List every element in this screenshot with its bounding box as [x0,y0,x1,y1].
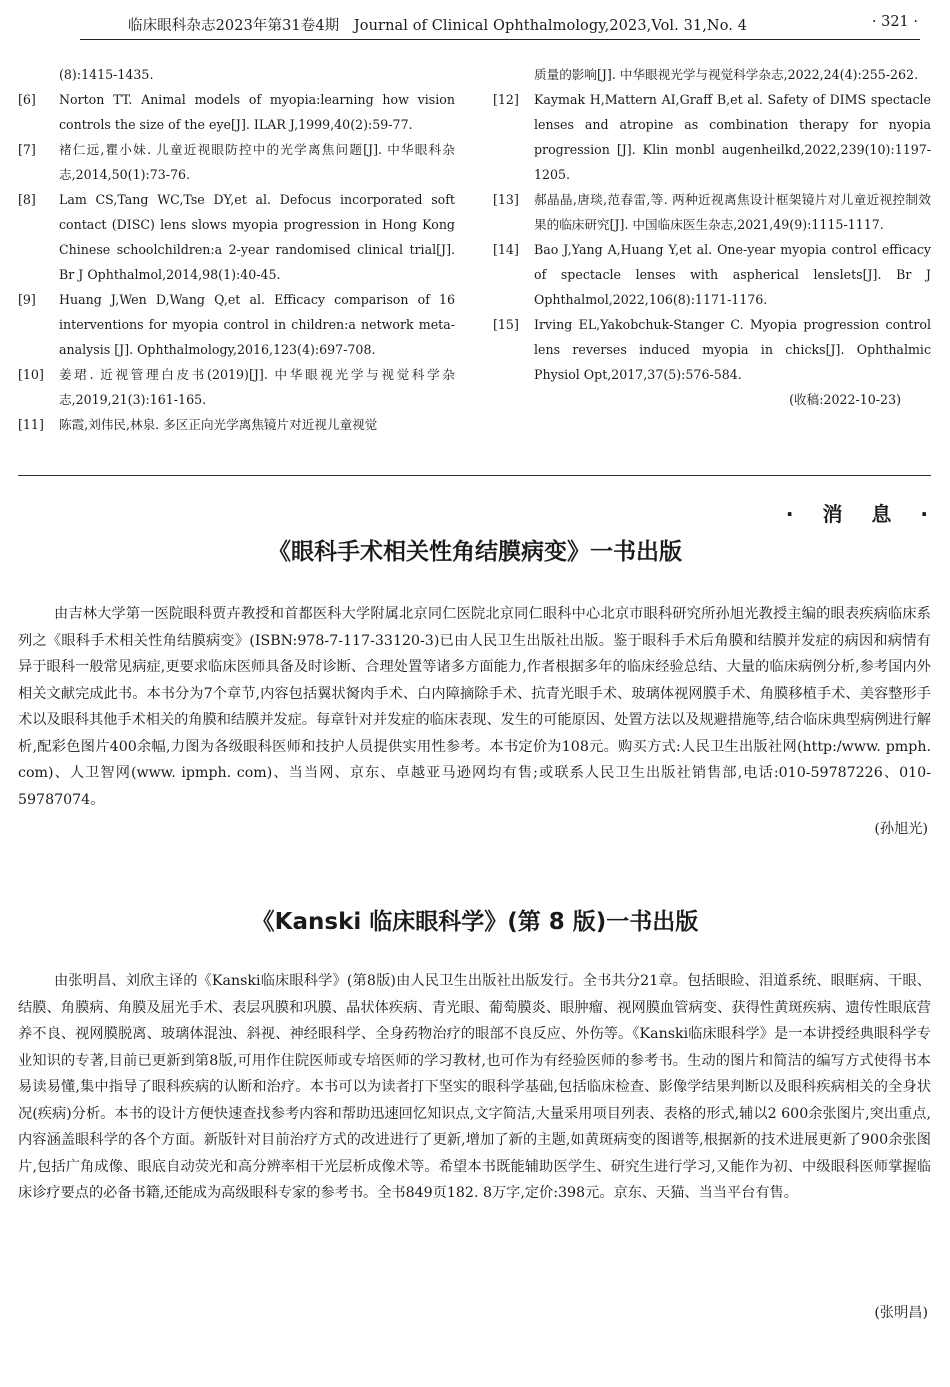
reference-item [18,87,455,137]
reference-text: 姜珺. 近视管理白皮书(2019)[J]. 中华眼视光学与视觉科学杂志,2019,21(3):161-165. [59,367,455,407]
reference-item [18,287,455,362]
reference-list-right [493,62,931,412]
reference-text: Huang J,Wen D,Wang Q,et al. Efficacy comparison of 16 interventions for myopia control in children:a network meta-analysis [J]. Ophthalmology,2016,123(4):697-708. [59,292,455,357]
reference-number: [9] [18,292,36,307]
reference-text: 陈霞,刘伟民,林泉. 多区正向光学离焦镜片对近视儿童视觉 [59,417,378,432]
reference-text: (8):1415-1435. [59,67,154,82]
reference-item [18,362,455,412]
reference-item [493,237,931,312]
reference-text: 郝晶晶,唐琰,范春雷,等. 两种近视离焦设计框架镜片对儿童近视控制效果的临床研究[J]. 中国临床医生杂志,2021,49(9):1115-1117. [534,192,931,232]
announcement-body-2: 由张明昌、刘欣主译的《Kanski临床眼科学》(第8版)由人民卫生出版社出版发行。全书共分21章。包括眼睑、泪道系统、眼眶病、干眼、结膜、角膜病、角膜及屈光手术、表层巩膜和巩膜、晶状体疾病、青光眼、葡萄膜炎、眼肿瘤、视网膜血管病变、获得性黄斑疾病、遗传性眼底营养不良、视网膜脱离、玻璃体混浊、斜视、神经眼科学、全身药物治疗的眼部不良反应、外伤等。《Kanski临床眼科学》是一本讲授经典眼科学专业知识的专著,目前已更新到第8版,可用作住院医师或专培医师的学习教材,也可作为有经验医师的参考书。生动的图片和简洁的编写方式使得书本易读易懂,集中指导了眼科疾病的认断和治疗。本书可以为读者打下坚实的眼科学基础,包括临床检查、影像学结果判断以及眼科疾病相关的全身状况(疾病)分析。本书的设计方便快速查找参考内容和帮助迅速回忆知识点,文字简洁,大量采用项目列表、表格的形式,辅以2 600余张图片,突出重点,内容涵盖眼科学的各个方面。新版针对目前治疗方式的改进进行了更新,增加了新的主题,如黄斑病变的图谱等,根据新的技术进展更新了900余张图片,包括广角成像、眼底自动荧光和高分辨率相干光层析成像术等。希望本书既能辅助医学生、研究生进行学习,又能作为初、中级眼科医师掌握临床诊疗要点的必备书籍,还能成为高级眼科专家的参考书。全书849页182. 8万字,定价:398元。京东、天猫、当当平台有售。 [18,973,931,1201]
reference-number: [12] [493,92,519,107]
announcement-author-2: (张明昌) [874,1305,928,1321]
reference-item [493,187,931,237]
running-header [80,12,920,40]
reference-item [493,312,931,387]
reference-text: Kaymak H,Mattern AI,Graff B,et al. Safety of DIMS spectacle lenses and atropine as combination therapy for nyopia progression [J]. Klin monbl augenheilkd,2022,239(10):1197-1205. [534,92,931,182]
reference-text: Lam CS,Tang WC,Tse DY,et al. Defocus incorporated soft contact (DISC) lens slows myopia progression in Hong Kong Chinese schoolchildren:a 2-year randomised clinical trial[J]. Br J Ophthalmol,2014,98(1):40-45. [59,192,455,282]
announcement-body-1: 由吉林大学第一医院眼科贾卉教授和首都医科大学附属北京同仁医院北京同仁眼科中心北京市眼科研究所孙旭光教授主编的眼表疾病临床系列之《眼科手术相关性角结膜病变》(ISBN:978-7-117-33120-3)已由人民卫生出版社出版。鉴于眼科手术后角膜和结膜并发症的病因和病情有异于眼科一般常见病症,更要求临床医师具备及时诊断、合理处置等诸多方面能力,作者根据多年的临床经验总结、大量的临床病例分析,参考国内外相关文献完成此书。本书分为7个章节,内容包括翼状胬肉手术、白内障摘除手术、抗青光眼手术、玻璃体视网膜手术、角膜移植手术、美容整形手术以及眼科其他手术相关的角膜和结膜并发症。每章针对并发症的临床表现、发生的可能原因、处置方法以及规避措施等,结合临床典型病例进行解析,配彩色图片400余幅,力图为各级眼科医师和技护人员提供实用性参考。本书定价为108元。购买方式:人民卫生出版社网(http:/www. pmph. com)、人卫智网(www. ipmph. com)、当当网、京东、卓越亚马逊网均有售;或联系人民卫生出版社销售部,电话:010-59787226、010-59787074。 [18,606,931,808]
reference-continuation [18,62,455,87]
reference-continuation [493,62,931,87]
page-number: · 321 · [871,14,918,30]
announcement-author-1: (孙旭光) [874,821,928,837]
reference-text: Norton TT. Animal models of myopia:learning how vision controls the size of the eye[J]. ILAR J,1999,40(2):59-77. [59,92,455,132]
reference-text: Irving EL,Yakobchuk-Stanger C. Myopia progression control lens reverses induced myopia in chicks[J]. Ophthalmic Physiol Opt,2017,37(5):576-584. [534,317,931,382]
announcement-title-1: 《眼科手术相关性角结膜病变》一书出版 [268,539,682,565]
reference-text: Bao J,Yang A,Huang Y,et al. One-year myopia control efficacy of spectacle lenses with aspherical lenslets[J]. Br J Ophthalmol,2022,106(8):1171-1176. [534,242,931,307]
reference-text: 质量的影响[J]. 中华眼视光学与视觉科学杂志,2022,24(4):255-262. [534,67,919,82]
reference-number: [15] [493,317,519,332]
section-divider [18,475,931,476]
news-section-label: · 消 息 · [785,502,928,526]
reference-list-left [18,62,455,437]
reference-text: 褚仁远,瞿小妹. 儿童近视眼防控中的光学离焦问题[J]. 中华眼科杂志,2014,50(1):73-76. [59,142,455,182]
reference-number: [6] [18,92,36,107]
reference-number: [11] [18,417,44,432]
announcement-title-2: 《Kanski 临床眼科学》(第 8 版)一书出版 [251,909,699,935]
reference-item [18,187,455,287]
reference-item [18,137,455,187]
reference-number: [8] [18,192,36,207]
reference-number: [7] [18,142,36,157]
reference-number: [14] [493,242,519,257]
journal-header: 临床眼科杂志2023年第31卷4期 Journal of Clinical Ophthalmology,2023,Vol. 31,No. 4 [128,18,748,34]
reference-number: [10] [18,367,44,382]
reference-item [18,412,455,437]
reference-number: [13] [493,192,519,207]
reference-item [493,87,931,187]
received-date: (收稿:2022-10-23) [789,392,901,407]
